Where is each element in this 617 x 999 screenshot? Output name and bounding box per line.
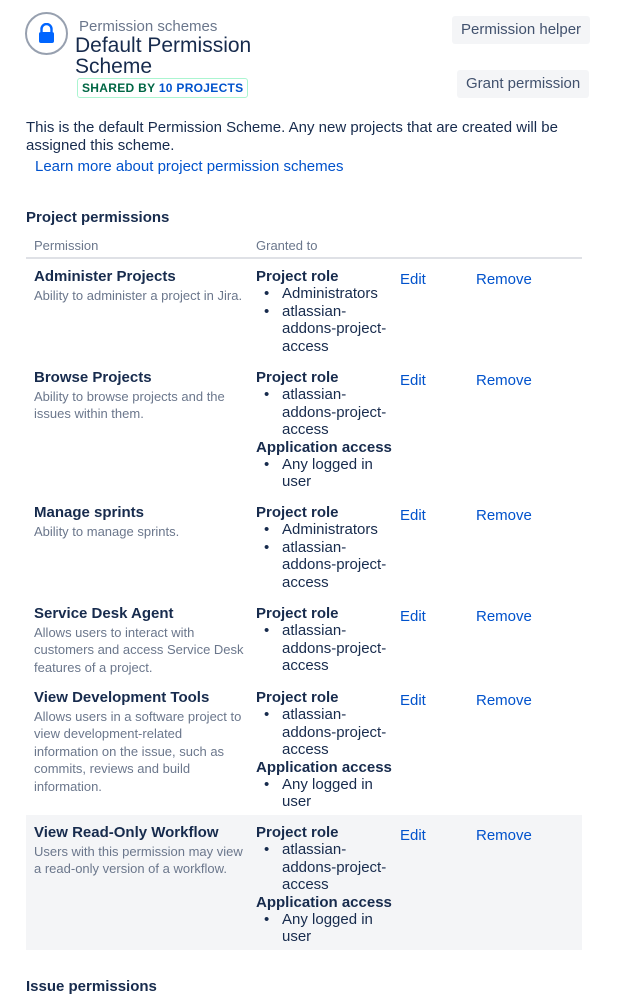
grant-item: • atlassian-addons-project-access xyxy=(282,706,396,758)
permission-description: Allows users to interact with customers and access Service Desk features of a project. xyxy=(34,625,244,675)
badge-count: 10 PROJECTS xyxy=(158,81,244,95)
project-permissions-heading: Project permissions xyxy=(26,209,170,226)
grant-item: • atlassian-addons-project-access xyxy=(282,386,396,438)
remove-link[interactable]: Remove xyxy=(476,608,532,625)
granted-to xyxy=(256,268,396,355)
edit-link[interactable]: Edit xyxy=(400,271,426,288)
grant-permission-button[interactable]: Grant permission xyxy=(457,70,589,98)
badge-prefix: SHARED BY xyxy=(82,81,156,95)
grant-item: • atlassian-addons-project-access xyxy=(282,303,396,355)
grant-item: • atlassian-addons-project-access xyxy=(282,841,396,893)
grant-type: Application access xyxy=(256,893,392,911)
grant-type: Application access xyxy=(256,758,392,776)
table-row xyxy=(26,259,582,360)
granted-to xyxy=(256,504,396,591)
grant-item: • atlassian-addons-project-access xyxy=(282,622,396,674)
permission-helper-button[interactable]: Permission helper xyxy=(452,16,590,44)
shared-by-badge[interactable] xyxy=(77,78,248,98)
edit-link[interactable]: Edit xyxy=(400,827,426,844)
grant-type: Project role xyxy=(256,504,339,521)
edit-link[interactable]: Edit xyxy=(400,608,426,625)
edit-link[interactable]: Edit xyxy=(400,507,426,524)
permission-description: Ability to browse projects and the issues within them. xyxy=(34,389,225,422)
grant-type: Project role xyxy=(256,689,339,706)
permission-description: Ability to manage sprints. xyxy=(34,524,180,539)
table-row xyxy=(26,360,582,495)
edit-link[interactable]: Edit xyxy=(400,372,426,389)
grant-type: Application access xyxy=(256,438,392,456)
remove-link[interactable]: Remove xyxy=(476,507,532,524)
table-row xyxy=(26,680,582,815)
grant-type: Project role xyxy=(256,824,339,841)
scheme-avatar xyxy=(25,12,68,55)
grant-item: • Any logged in user xyxy=(282,776,396,811)
remove-link[interactable]: Remove xyxy=(476,692,532,709)
remove-link[interactable]: Remove xyxy=(476,271,532,288)
lock-icon xyxy=(38,23,55,44)
page-title: Default Permission Scheme xyxy=(75,34,252,78)
table-row xyxy=(26,495,582,596)
edit-link[interactable]: Edit xyxy=(400,692,426,709)
scheme-description: This is the default Permission Scheme. Any new projects that are created will be assigned this scheme. xyxy=(26,119,558,154)
grant-item: • Administrators xyxy=(282,285,396,302)
permission-description: Users with this permission may view a read-only version of a workflow. xyxy=(34,844,243,877)
grant-item: • Any logged in user xyxy=(282,456,396,491)
issue-permissions-heading: Issue permissions xyxy=(26,978,157,995)
granted-to xyxy=(256,369,396,491)
grant-item: • atlassian-addons-project-access xyxy=(282,539,396,591)
remove-link[interactable]: Remove xyxy=(476,827,532,844)
grant-type: Project role xyxy=(256,369,339,386)
permission-name: Service Desk Agent xyxy=(34,605,174,622)
permission-description: Allows users in a software project to view development-related information on the issue, such as commits, reviews and build information. xyxy=(34,709,242,794)
permission-name: Browse Projects xyxy=(34,369,152,386)
table-header xyxy=(26,236,582,259)
permission-name: Administer Projects xyxy=(34,268,176,285)
remove-link[interactable]: Remove xyxy=(476,372,532,389)
grant-item: • Administrators xyxy=(282,521,396,538)
permission-description: Ability to administer a project in Jira. xyxy=(34,288,243,303)
grant-type: Project role xyxy=(256,268,339,285)
permission-name: Manage sprints xyxy=(34,504,145,521)
granted-to xyxy=(256,689,396,811)
table-row xyxy=(26,596,582,680)
grant-type: Project role xyxy=(256,605,339,622)
table-row xyxy=(26,815,582,950)
permission-name: View Read-Only Workflow xyxy=(34,824,219,841)
granted-to xyxy=(256,605,396,675)
column-granted-to: Granted to xyxy=(256,238,318,253)
breadcrumb[interactable]: Permission schemes xyxy=(79,18,218,35)
permission-name: View Development Tools xyxy=(34,689,210,706)
column-permission: Permission xyxy=(34,238,99,253)
granted-to xyxy=(256,824,396,946)
learn-more-link[interactable]: Learn more about project permission schemes xyxy=(35,158,344,175)
grant-item: • Any logged in user xyxy=(282,911,396,946)
